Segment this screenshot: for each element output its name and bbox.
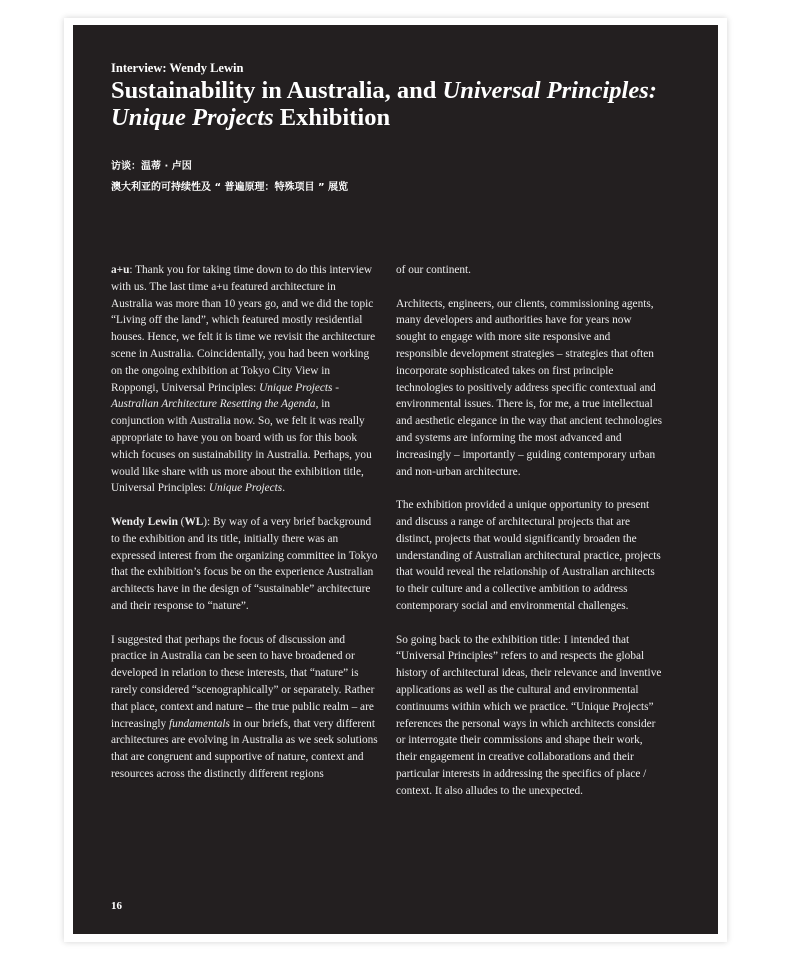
title-part-1: Sustainability in Australia, and	[111, 77, 443, 104]
paragraph-exhibition: The exhibition provided a unique opportunity to present and discuss a range of architectural projects that are distinct, projects that would significantly broaden the understanding of Australian architectural practice, projects that would reveal the relationship of Australian architects to their culture and a collective ambition to address contemporary social and environmental challenges.	[396, 499, 661, 612]
paragraph-suggestion: I suggested that perhaps the focus of discussion and practice in Australia can be seen to have broadened or developed in relation to these interests, that “nature” is rarely considered “scenographically” or separately. Rather that place, context and nature – the true public realm – are increasingly fundamentals in our briefs, that very different architectures are evolving in Australia as we seek solutions that are congruent and supportive of nature, context and resources across the distinctly different regions	[111, 633, 378, 780]
paragraph-wl-answer: Wendy Lewin (WL): By way of a very brief background to the exhibition and its title, initially there was an expressed interest from the organizing committee in Tokyo that the exhibition’s focus be on the experience Australian architects have in the design of “sustainable” architecture and their response to “nature”.	[111, 515, 378, 612]
magazine-page	[73, 25, 718, 934]
article-title	[111, 77, 671, 131]
speaker-au: a+u	[111, 264, 130, 276]
paragraph-continent: of our continent.	[396, 264, 471, 276]
title-part-2: Exhibition	[273, 104, 391, 131]
paragraph-au-question: a+u: Thank you for taking time down to do this interview with us. The last time a+u featured architecture in Australia was more than 10 years go, and we did the topic “Living off the land”, which featured mostly residential houses. Hence, we felt it is time we revisit the architecture scene in Australia. Coincidentally, you had been working on the ongoing exhibition at Tokyo City View in Roppongi, Universal Principles: Unique Projects - Australian Architecture Resetting the Agenda, in conjunction with Australia now. So, we felt it was really appropriate to have you on board with us for this book which focuses on sustainability in Australia. Perhaps, you would like share with us more about the exhibition title, Universal Principles: Unique Projects.	[111, 264, 376, 495]
interview-kicker: Interview: Wendy Lewin	[111, 61, 244, 75]
paragraph-title-meaning: So going back to the exhibition title: I intended that “Universal Principles” refers to and respects the global history of architectural ideas, their relevance and inventive applications as well as the cultural and environmental continuums within which we practice. “Unique Projects” references the personal ways in which architects consider or interrogate their commissions and shape their work, their engagement in creative collaborations and their particular interests in addressing the specifics of place / context. It also alludes to the unexpected.	[396, 633, 662, 797]
paragraph-architects: Architects, engineers, our clients, commissioning agents, many developers and authorities have for years now sought to engage with more site responsive and responsible development strategies – strategies that often incorporate sophisticated takes on first principle technologies to positively address specific contextual and environmental issues. There is, for me, a true intellectual and aesthetic elegance in the way that ancient technologies and systems are informing the most advanced and increasingly – importantly – guiding contemporary urban and non-urban architecture.	[396, 297, 662, 478]
chinese-subtitle-interview: 访谈：温蒂 · 卢因	[111, 161, 192, 172]
chinese-subtitle-title: 澳大利亚的可持续性及 “ 普遍原理：特殊项目 ” 展览	[111, 182, 349, 193]
title-italic: Universal Principles: Unique Projects	[111, 77, 657, 131]
page-number: 16	[111, 900, 122, 912]
right-column	[396, 262, 664, 816]
left-column	[111, 262, 379, 800]
speaker-wl: Wendy Lewin	[111, 515, 178, 528]
